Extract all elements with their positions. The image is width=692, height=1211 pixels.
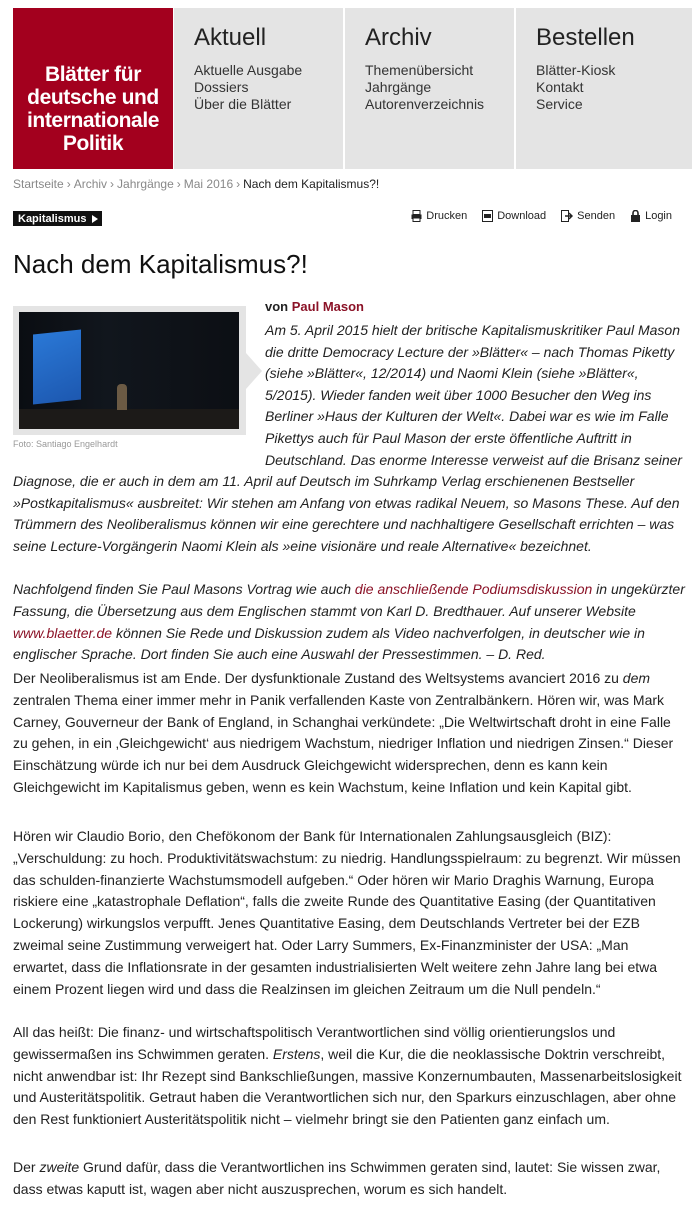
paragraph-text: , weil die Kur, die die neoklassische Doktrin verschreibt, nicht anwendbar ist: Ihr Rezept sind Bankschließungen, massive Konzernumbauten, Massenarbeitslosigkeit und Austeritätspolitik. Getraut haben die Verantwortlichen sich nur, den Sparkurs einzuschlagen, aber ohne den Rest funktioniert Austeritätspolitik nicht – vielmehr bringt sie den Patienten ganz einfach um. xyxy=(13,1045,682,1128)
logo-line: deutsche und xyxy=(27,86,159,109)
nav-aktuell xyxy=(174,8,343,169)
intro-float-spacer xyxy=(13,320,265,466)
article-intro xyxy=(13,320,685,558)
paragraph-text: All das heißt: Die finanz- und wirtschaftspolitisch Verantwortlichen sind völlig orientierungslos und gewissermaßen ins Schwimmen geraten. xyxy=(13,1024,616,1062)
breadcrumb-sep: › xyxy=(176,177,181,191)
paragraph-3 xyxy=(13,1022,685,1131)
note-text: in ungekürzter Fassung, die Übersetzung aus dem Englischen stammt von Karl D. Bredthauer. Auf unserer Website xyxy=(13,581,685,619)
website-link[interactable]: www.blaetter.de xyxy=(13,624,113,641)
send-label: Senden xyxy=(577,210,616,222)
emphasis: dem xyxy=(622,670,651,686)
send-icon xyxy=(561,210,573,222)
paragraph-text: Der Neoliberalismus ist am Ende. Der dysfunktionale Zustand des Weltsystems avanciert 2016 zu xyxy=(13,670,623,686)
emphasis: Erstens xyxy=(272,1045,321,1062)
author-link[interactable]: Paul Mason xyxy=(291,299,364,314)
play-arrow-icon xyxy=(92,215,98,223)
nav-link-kiosk[interactable]: Blätter-Kiosk xyxy=(536,62,616,78)
print-button[interactable] xyxy=(411,210,467,222)
note-text: Nachfolgend finden Sie Paul Masons Vortrag wie auch xyxy=(13,581,355,597)
nav-link-dossiers[interactable]: Dossiers xyxy=(194,79,249,95)
byline-prefix: von xyxy=(265,299,289,314)
breadcrumb-current: Nach dem Kapitalismus?! xyxy=(243,177,380,191)
byline xyxy=(265,299,364,314)
logo-line: Politik xyxy=(62,132,124,155)
breadcrumb-sep: › xyxy=(236,177,241,191)
paragraph-1 xyxy=(13,668,685,799)
login-button[interactable] xyxy=(630,210,672,222)
breadcrumb-sep: › xyxy=(66,177,71,191)
editorial-note xyxy=(13,579,685,666)
nav-link-service[interactable]: Service xyxy=(536,96,583,112)
nav-link-kontakt[interactable]: Kontakt xyxy=(536,79,584,95)
breadcrumb-startseite[interactable]: Startseite xyxy=(13,177,64,191)
nav-title-bestellen[interactable]: Bestellen xyxy=(536,24,635,51)
site-header xyxy=(0,0,692,172)
nav-link-ueber[interactable]: Über die Blätter xyxy=(194,96,292,112)
nav-archiv xyxy=(345,8,514,169)
send-button[interactable] xyxy=(561,210,615,222)
breadcrumb-jahrgaenge[interactable]: Jahrgänge xyxy=(117,177,174,191)
paragraph-text: Der xyxy=(13,1159,40,1175)
topic-tag-label: Kapitalismus xyxy=(18,212,87,225)
download-label: Download xyxy=(497,210,547,222)
intro-text: Am 5. April 2015 hielt der britische Kapitalismuskritiker Paul Mason die dritte Democracy Lecture der »Blätter« – nach Thomas Piketty (siehe »Blätter«, 12/2014) und Naomi Klein (siehe »Blätter«, 5/2015). Wieder fanden weit über 1000 Besucher den Weg ins Berliner »Haus der Kulturen der Welt«. Dabei war es wie im Falle Pikettys auch für Paul Mason der erste öffentliche Auftritt in Deutschland. Das enorme Interesse verweist auf die Brisanz seiner Diagnose, die er auch in dem am 11. April auf Deutsch im Suhrkamp Verlag erschienenen Bestseller »Postkapitalismus« ausbreitet: Wir stehen am Anfang von etwas radikal Neuem, so Masons These. Auf den Trümmern des Neoliberalismus können wir eine gerechtere und nachhaltigere Gesellschaft errichten – was seine Lecture-Vorgängerin Naomi Klein als »eine visionäre und reale Alternative« bezeichnet. xyxy=(13,322,683,554)
breadcrumb-sep: › xyxy=(110,177,115,191)
breadcrumb-mai-2016[interactable]: Mai 2016 xyxy=(183,177,234,191)
nav-link-themen[interactable]: Themenübersicht xyxy=(365,62,474,78)
breadcrumb xyxy=(13,177,379,191)
paragraph-4 xyxy=(13,1157,685,1201)
nav-link-aktuelle-ausgabe[interactable]: Aktuelle Ausgabe xyxy=(194,62,303,78)
paragraph-text: zentralen Thema einer immer mehr in Panik verfallenden Kaste von Zentralbänkern. Hören wir, was Mark Carney, Gouverneur der Bank of England, in Schanghai verkündete: „Die Weltwirtschaft droht in eine Falle zu gehen, in ein ‚Gleichgewicht‘ aus niedrigem Wachstum, niedriger Inflation und niedrigen Zinsen.“ Dieser Einschätzung würde ich nur bei dem Ausdruck Gleichgewicht widersprechen, denn es kann kein Gleichgewicht im Kapitalismus geben, wenn es kein Wachstum, keine Inflation und kein Kapital gibt. xyxy=(13,691,674,795)
nav-bestellen xyxy=(516,8,692,169)
article-tools xyxy=(411,210,672,222)
emphasis: zweite xyxy=(39,1159,80,1175)
nav-link-autoren[interactable]: Autorenverzeichnis xyxy=(365,96,485,112)
pdf-icon xyxy=(482,210,493,222)
download-button[interactable] xyxy=(482,210,546,222)
login-label: Login xyxy=(645,210,672,222)
podium-link[interactable]: die anschließende Podiumsdiskussion xyxy=(354,581,593,597)
printer-icon xyxy=(411,210,422,222)
paragraph-2: Hören wir Claudio Borio, den Chefökonom der Bank für Internationalen Zahlungsausgleich (BIZ): „Verschuldung: zu hoch. Produktivitätswachstum: zu niedrig. Handlungsspielraum: zu begrenzt. Wir müssen das schulden-finanzierte Wachstumsmodell aufgeben.“ Oder hören wir Mario Draghis Warnung, Europa riskiere eine „katastrophale Deflation“, falls die zweite Runde des Quantitative Easing (der Quantitativen Lockerung) wirkungslos verpufft. Jenes Quantitative Easing, dem Deutschlands Vertreter bei der EZB zweimal seine Zustimmung verweigert hat. Oder Larry Summers, Ex-Finanzminister der USA: „Man erwartet, dass die Inflationsrate in der gesamten industrialisierten Welt weitere zehn Jahre lang bei etwa einem Prozent liegen wird und dass die Realzinsen im gleichen Zeitraum um die Null pendeln.“ xyxy=(13,828,681,997)
paragraph-text: Grund dafür, dass die Verantwortlichen ins Schwimmen geraten sind, lautet: Sie wissen zwar, dass etwas kaputt ist, wagen aber nicht auszusprechen, worum es sich handelt. xyxy=(13,1159,661,1197)
logo-line: Blätter für xyxy=(45,63,141,86)
logo-line: internationale xyxy=(26,109,160,132)
note-text: können Sie Rede und Diskussion zudem als Video nachverfolgen, in deutscher wie in englischer Sprache. Dort finden Sie auch eine Auswahl der Pressestimmen. – D. Red. xyxy=(13,624,645,663)
nav-title-aktuell[interactable]: Aktuell xyxy=(194,24,267,51)
site-logo[interactable] xyxy=(13,8,173,169)
lock-icon xyxy=(630,210,641,222)
topic-tag[interactable] xyxy=(13,211,102,226)
breadcrumb-archiv[interactable]: Archiv xyxy=(73,177,108,191)
article-title: Nach dem Kapitalismus?! xyxy=(13,249,308,279)
nav-link-jahrgaenge[interactable]: Jahrgänge xyxy=(365,79,432,95)
print-label: Drucken xyxy=(426,210,468,222)
nav-title-archiv[interactable]: Archiv xyxy=(365,24,432,51)
photo-caption: Foto: Santiago Engelhardt xyxy=(13,439,118,449)
